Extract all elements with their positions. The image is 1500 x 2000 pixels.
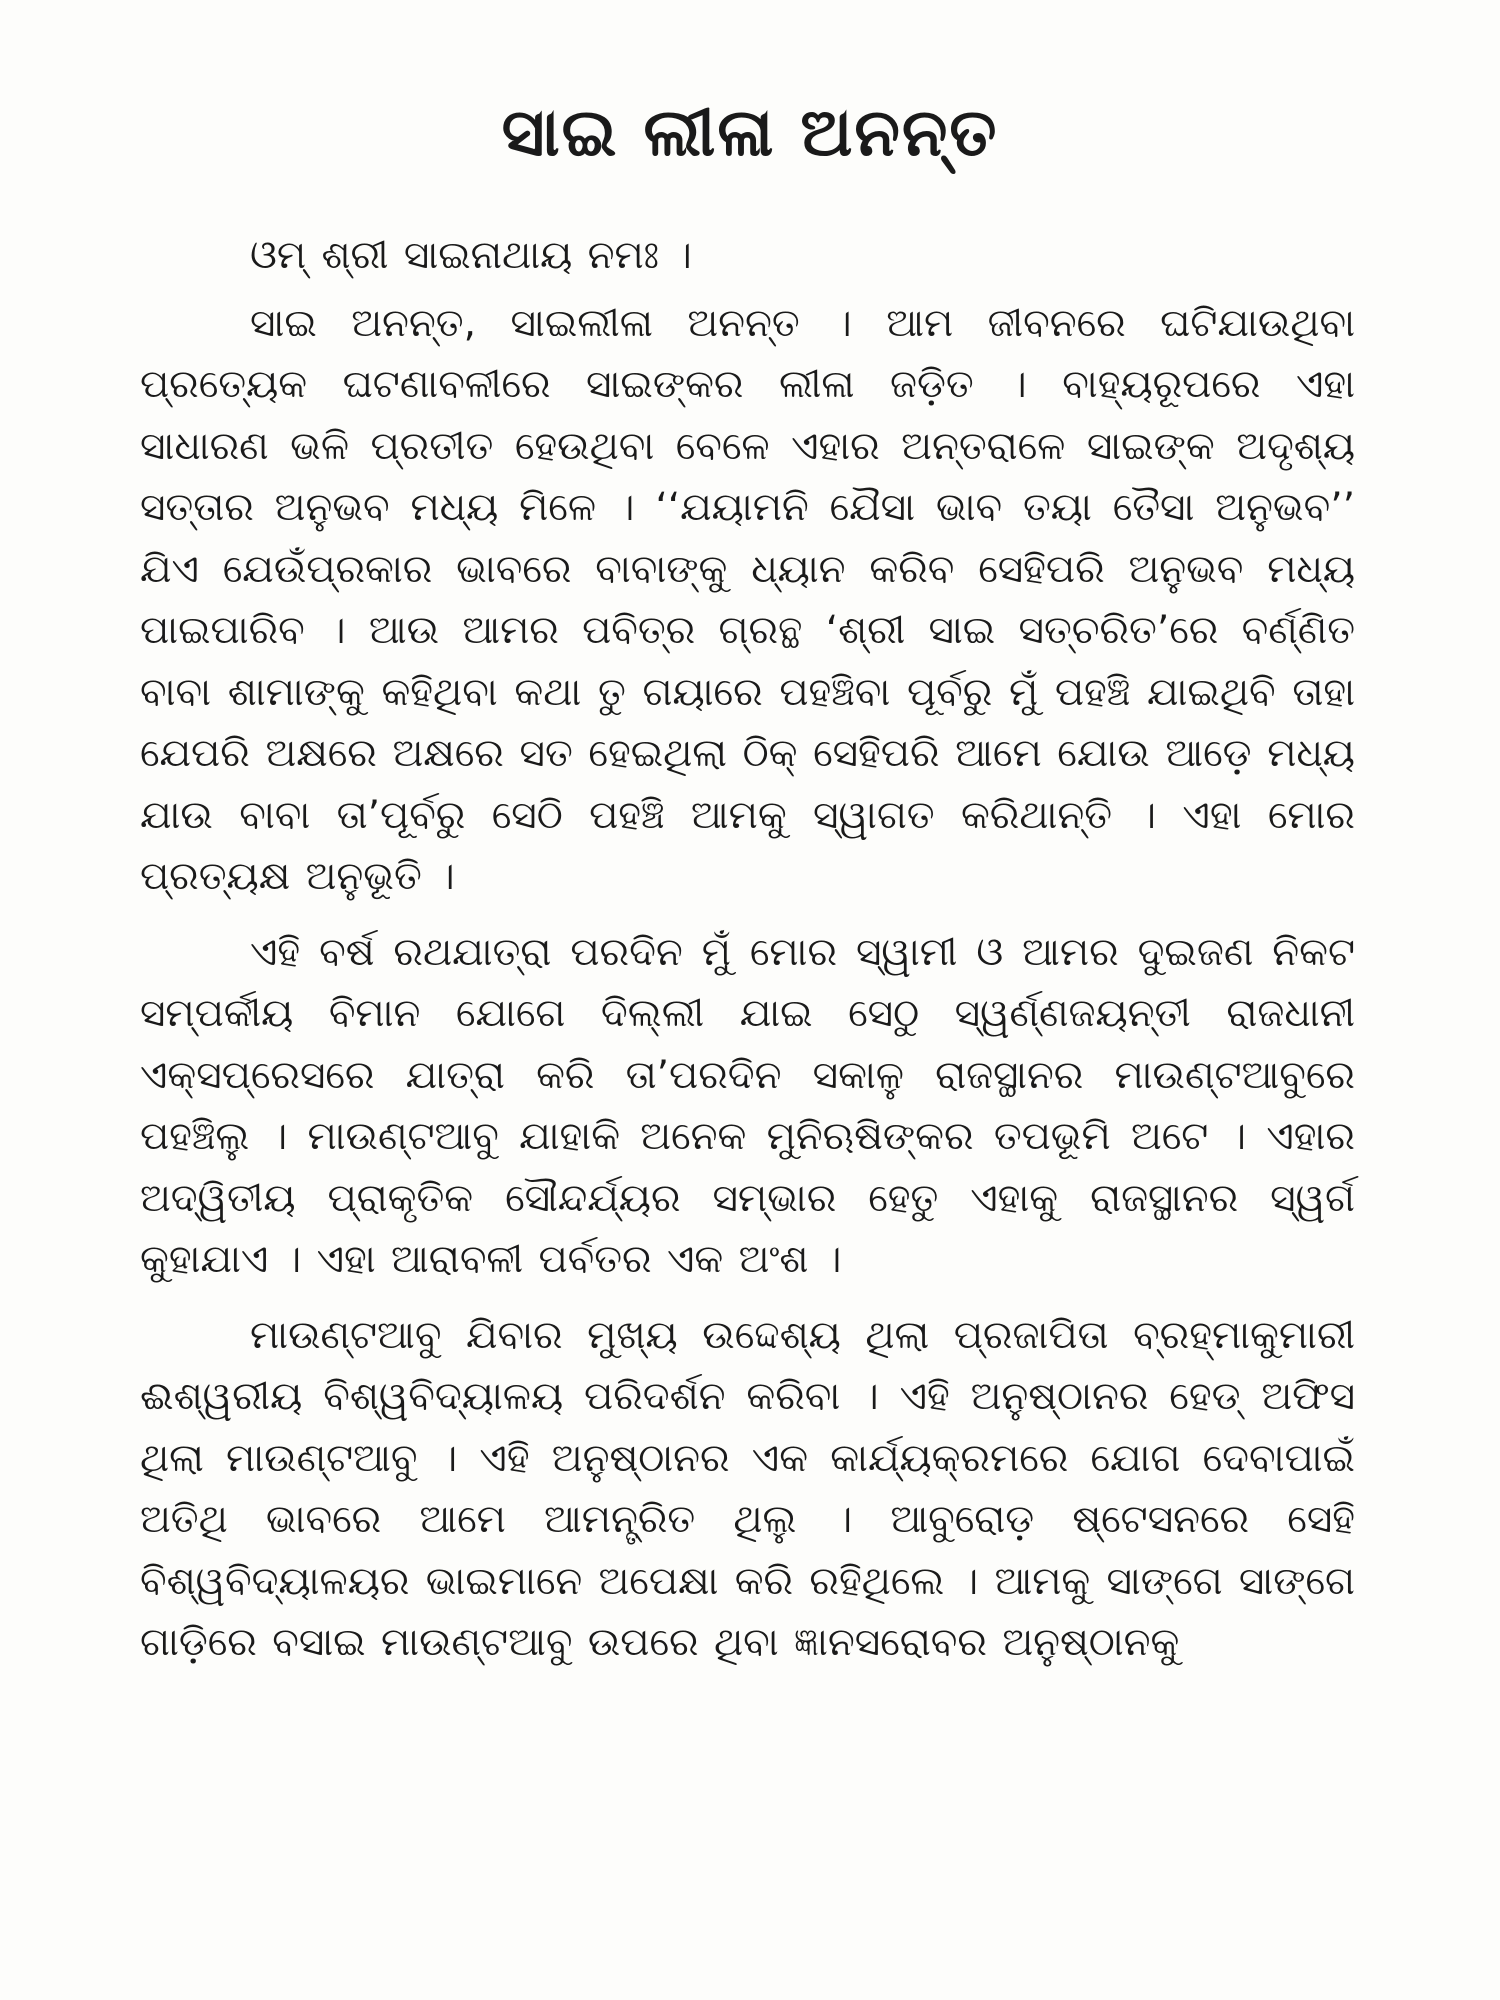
document-body [140,225,1355,1688]
paragraph-intro: ସାଇ ଅନନ୍ତ, ସାଇଲୀଳା ଅନନ୍ତ । ଆମ ଜୀବନରେ ଘଟିଯାଉଥିବା ପ୍ରତ୍ୟେକ ଘଟଣାବଳୀରେ ସାଇଙ୍କର ଲୀଳା ଜଡ଼ିତ । ବାହ୍ୟରୂପରେ ଏହା ସାଧାରଣ ଭଳି ପ୍ରତୀତ ହେଉଥିବା ବେଳେ ଏହାର ଅନ୍ତରାଳେ ସାଇଙ୍କ ଅଦୃଶ୍ୟ ସତ୍ତାର ଅନୁଭବ ମଧ୍ୟ ମିଳେ । ‘‘ଯୟାମନି ଯୈସା ଭାବ ତୟା ତୈସା ଅନୁଭବ’’ ଯିଏ ଯେଉଁପ୍ରକାର ଭାବରେ ବାବାଙ୍କୁ ଧ୍ୟାନ କରିବ ସେହିପରି ଅନୁଭବ ମଧ୍ୟ ପାଇପାରିବ । ଆଉ ଆମର ପବିତ୍ର ଗ୍ରନ୍ଥ ‘ଶ୍ରୀ ସାଇ ସତ୍‌ଚରିତ’ରେ ବର୍ଣ୍ଣିତ ବାବା ଶାମାଙ୍କୁ କହିଥିବା କଥା ତୁ ଗୟାରେ ପହଞ୍ଚିବା ପୂର୍ବରୁ ମୁଁ ପହଞ୍ଚି ଯାଇଥିବି ତାହା ଯେପରି ଅକ୍ଷରେ ଅକ୍ଷରେ ସତ ହେଇଥିଲା ଠିକ୍ ସେହିପରି ଆମେ ଯୋଉ ଆଡ଼େ ମଧ୍ୟ ଯାଉ ବାବା ତା’ପୂର୍ବରୁ ସେଠି ପହଞ୍ଚି ଆମକୁ ସ୍ୱାଗତ କରିଥାନ୍ତି । ଏହା ମୋର ପ୍ରତ୍ୟକ୍ଷ ଅନୁଭୂତି । [140,300,1355,899]
paragraph-purpose: ମାଉଣ୍ଟଆବୁ ଯିବାର ମୁଖ୍ୟ ଉଦ୍ଦେଶ୍ୟ ଥିଲା ପ୍ରଜାପିତା ବ୍ରହ୍ମାକୁମାରୀ ଈଶ୍ୱରୀୟ ବିଶ୍ୱବିଦ୍ୟାଳୟ ପରିଦର୍ଶନ କରିବା । ଏହି ଅନୁଷ୍ଠାନର ହେଡ୍ ଅଫିସ ଥିଲା ମାଉଣ୍ଟଆବୁ । ଏହି ଅନୁଷ୍ଠାନର ଏକ କାର୍ଯ୍ୟକ୍ରମରେ ଯୋଗ ଦେବାପାଇଁ ଅତିଥି ଭାବରେ ଆମେ ଆମନ୍ତ୍ରିତ ଥିଲୁ । ଆବୁରୋଡ଼ ଷ୍ଟେସନରେ ସେହି ବିଶ୍ୱବିଦ୍ୟାଳୟର ଭାଇମାନେ ଅପେକ୍ଷା କରି ରହିଥିଲେ । ଆମକୁ ସାଙ୍ଗେ ସାଙ୍ଗେ ଗାଡ଼ିରେ ବସାଇ ମାଉଣ୍ଟଆବୁ ଉପରେ ଥିବା ଜ୍ଞାନସରୋବର ଅନୁଷ୍ଠାନକୁ [140,1312,1355,1665]
invocation-line: ଓମ୍ ଶ୍ରୀ ସାଇନାଥାୟ ନମଃ । [250,233,692,278]
document-title: ସାଇ ଲୀଳା ଅନନ୍ତ [501,94,999,171]
paragraph-journey: ଏହି ବର୍ଷ ରଥଯାତ୍ରା ପରଦିନ ମୁଁ ମୋର ସ୍ୱାମୀ ଓ ଆମର ଦୁଇଜଣ ନିକଟ ସମ୍ପର୍କୀୟ ବିମାନ ଯୋଗେ ଦିଲ୍ଲୀ ଯାଇ ସେଠୁ ସ୍ୱର୍ଣ୍ଣଜୟନ୍ତୀ ରାଜଧାନୀ ଏକ୍ସପ୍ରେସରେ ଯାତ୍ରା କରି ତା’ପରଦିନ ସକାଳୁ ରାଜସ୍ଥାନର ମାଉଣ୍ଟଆବୁରେ ପହଞ୍ଚିଲୁ । ମାଉଣ୍ଟଆବୁ ଯାହାକି ଅନେକ ମୁନିଋଷିଙ୍କର ତପଭୂମି ଅଟେ । ଏହାର ଅଦ୍ୱିତୀୟ ପ୍ରାକୃତିକ ସୌନ୍ଦର୍ଯ୍ୟର ସମ୍ଭାର ହେତୁ ଏହାକୁ ରାଜସ୍ଥାନର ସ୍ୱର୍ଗ କୁହାଯାଏ । ଏହା ଆରାବଳୀ ପର୍ବତର ଏକ ଅଂଶ । [140,929,1355,1282]
